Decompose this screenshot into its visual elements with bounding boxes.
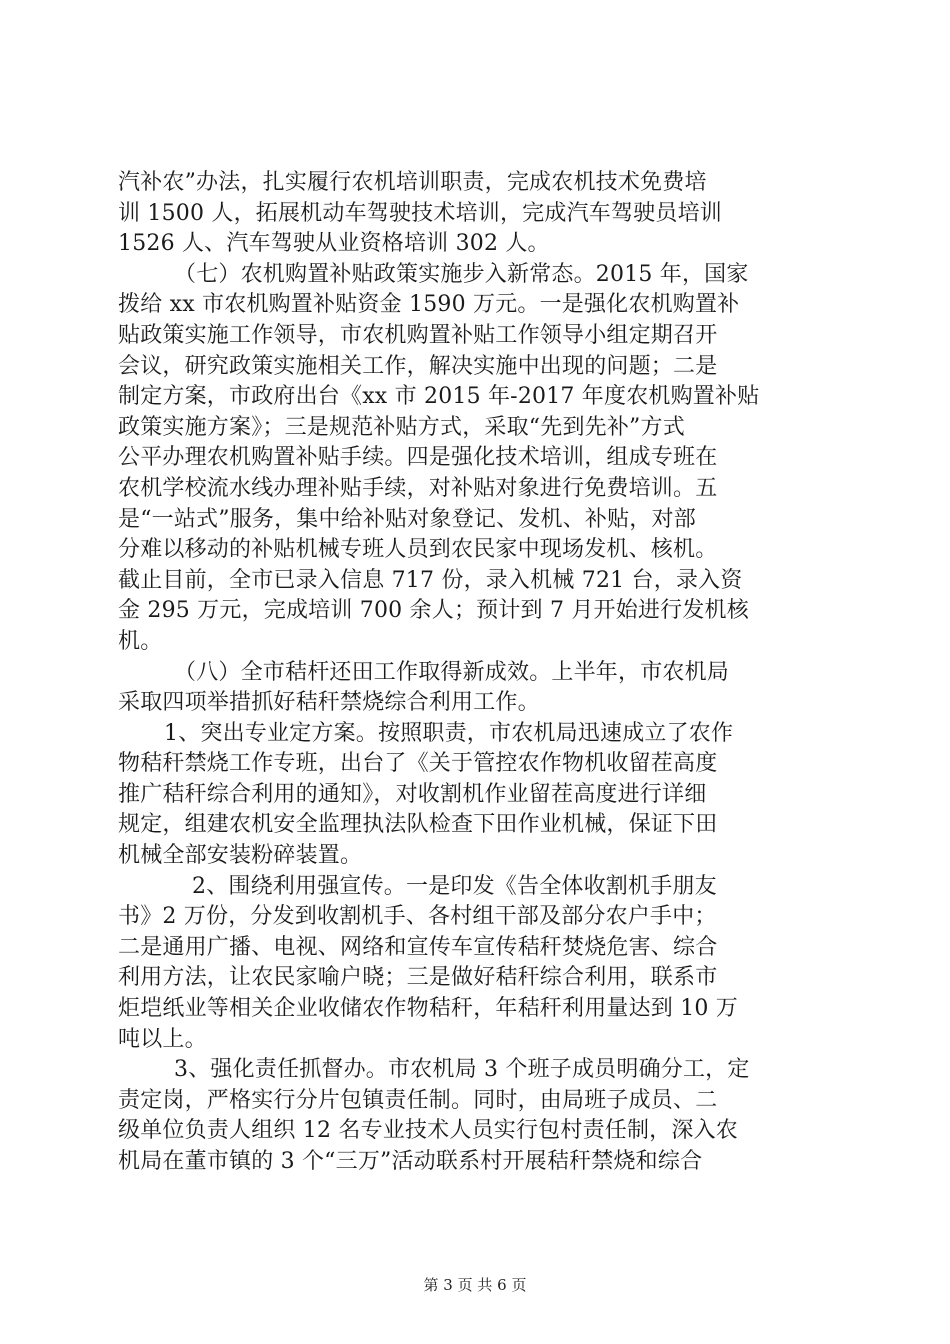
text-line: 汽补农”办法，扎实履行农机培训职责，完成农机技术免费培 (118, 170, 707, 195)
page-number-footer: 第 3 页 共 6 页 (423, 1276, 527, 1294)
text-line: 截止目前，全市已录入信息 717 份，录入机械 721 台，录入资 (118, 567, 743, 593)
text-line: 拨给 xx 市农机购置补贴资金 1590 万元。一是强化农机购置补 (118, 292, 740, 318)
text-line: 农机学校流水线办理补贴手续，对补贴对象进行免费培训。五 (118, 475, 718, 501)
text-line: 二是通用广播、电视、网络和宣传车宣传秸秆焚烧危害、综合 (118, 934, 718, 960)
text-line: 书》2 万份，分发到收割机手、各村组干部及部分农户手中； (118, 904, 717, 930)
text-line: 采取四项举措抓好秸秆禁烧综合利用工作。 (118, 690, 540, 716)
text-line: 机械全部安装粉碎装置。 (118, 843, 363, 869)
text-line: 3、强化责任抓督办。市农机局 3 个班子成员明确分工，定 (174, 1057, 750, 1083)
text-line: 金 295 万元，完成培训 700 余人；预计到 7 月开始进行发机核 (118, 598, 749, 624)
text-line: 吨以上。 (118, 1026, 207, 1052)
text-line: 规定，组建农机安全监理执法队检查下田作业机械，保证下田 (118, 812, 718, 838)
text-line: 责定岗，严格实行分片包镇责任制。同时，由局班子成员、二 (118, 1087, 718, 1113)
text-line: 炬垲纸业等相关企业收储农作物秸秆，年秸秆利用量达到 10 万 (118, 996, 738, 1022)
text-line: 是“一站式”服务，集中给补贴对象登记、发机、补贴，对部 (118, 506, 696, 532)
text-line: （八）全市秸杆还田工作取得新成效。上半年，市农机局 (174, 659, 730, 685)
text-line: 级单位负责人组织 12 名专业技术人员实行包村责任制，深入农 (118, 1118, 738, 1144)
text-line: 1、突出专业定方案。按照职责，市农机局迅速成立了农作 (164, 720, 734, 746)
text-line: 训 1500 人，拓展机动车驾驶技术培训，完成汽车驾驶员培训 (118, 200, 722, 226)
text-line: 政策实施方案》；三是规范补贴方式，采取“先到先补”方式 (118, 414, 685, 440)
text-line: （七）农机购置补贴政策实施步入新常态。2015 年，国家 (174, 261, 749, 287)
text-line: 贴政策实施工作领导，市农机购置补贴工作领导小组定期召开 (118, 322, 718, 348)
text-line: 利用方法，让农民家喻户晓；三是做好秸秆综合利用，联系市 (118, 965, 718, 991)
text-line: 1526 人、汽车驾驶从业资格培训 302 人。 (118, 231, 550, 257)
document-body (118, 168, 832, 1178)
text-line: 2、围绕利用强宣传。一是印发《告全体收割机手朋友 (192, 873, 717, 899)
text-line: 会议，研究政策实施相关工作，解决实施中出现的问题；二是 (118, 353, 718, 379)
text-line: 物秸秆禁烧工作专班，出台了《关于管控农作物机收留茬高度 (118, 751, 718, 777)
text-line: 机。 (118, 628, 163, 654)
text-line: 推广秸秆综合利用的通知》，对收割机作业留茬高度进行详细 (118, 781, 707, 807)
text-line: 公平办理农机购置补贴手续。四是强化技术培训，组成专班在 (118, 445, 718, 471)
text-line: 机局在董市镇的 3 个“三万”活动联系村开展秸秆禁烧和综合 (118, 1149, 703, 1174)
text-line: 分难以移动的补贴机械专班人员到农民家中现场发机、核机。 (118, 537, 718, 563)
text-line: 制定方案，市政府出台《xx 市 2015 年-2017 年度农机购置补贴 (118, 384, 760, 410)
